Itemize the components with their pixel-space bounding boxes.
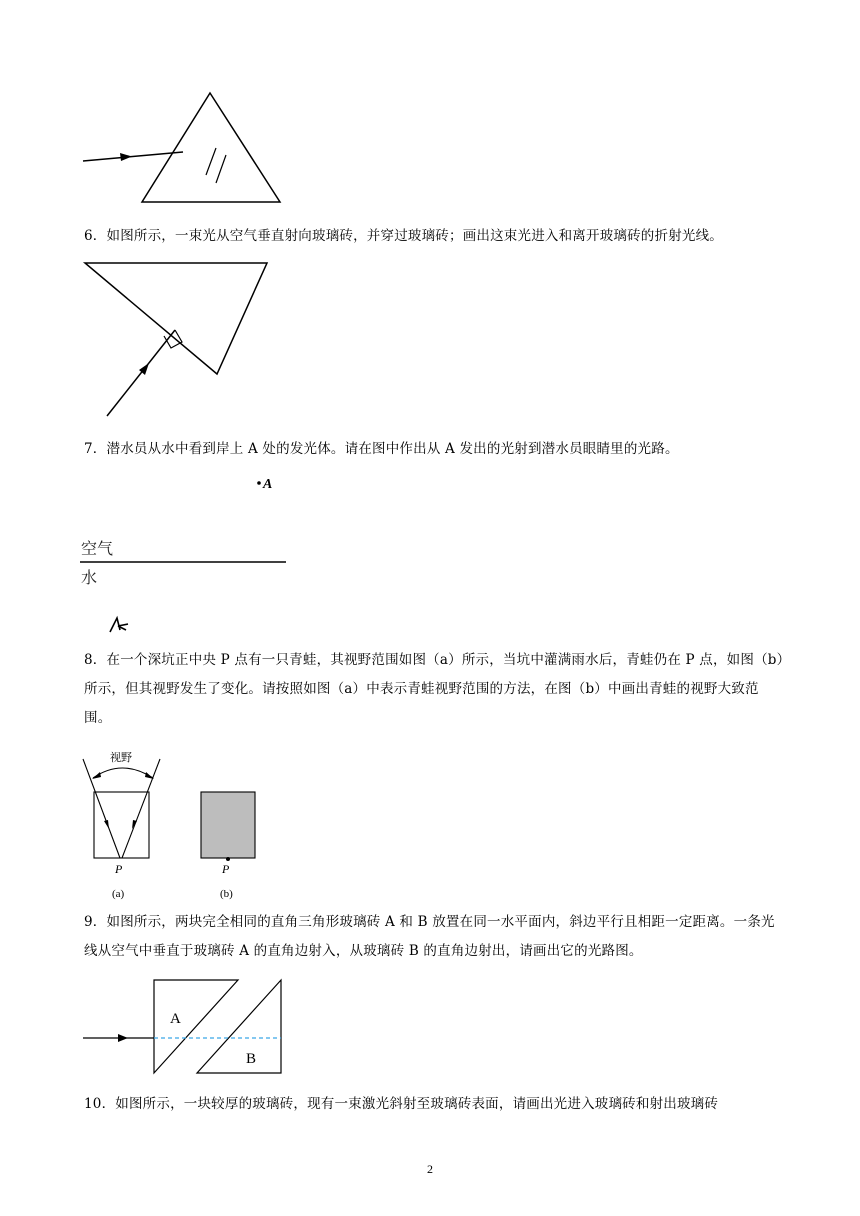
view-arc-arrow-left: [92, 772, 101, 779]
incident-ray-arrow: [120, 153, 132, 161]
view-ray-right-arrow: [132, 820, 137, 829]
prism-b: [197, 980, 281, 1073]
frog-point-b: [226, 857, 230, 861]
diver-eye-icon: [110, 618, 128, 632]
question-text: 在一个深坑正中央 P 点有一只青蛙，其视野范围如图（a）所示，当坑中灌满雨水后，青蛙仍在 P 点，如图（b）所示，但其视野发生了变化。请按照如图（a）中表示青蛙视野范围的方法，在图（b）中画出青蛙的视野大致范围。: [84, 652, 784, 726]
glass-hatch-mark: [216, 155, 226, 183]
question-text: 潜水员从水中看到岸上 A 处的发光体。请在图中作出从 A 发出的光射到潜水员眼睛里的光路。: [106, 441, 679, 457]
question-8: [84, 646, 784, 733]
point-a-label: A: [263, 477, 273, 492]
question-text: 如图所示，一束光从空气垂直射向玻璃砖，并穿过玻璃砖；画出这束光进入和离开玻璃砖的折射光线。: [106, 228, 723, 244]
air-label: 空气: [81, 539, 114, 558]
incident-ray: [107, 330, 175, 416]
question-10: [84, 1090, 784, 1119]
diver-figure: [80, 470, 300, 640]
question-text: 如图所示，两块完全相同的直角三角形玻璃砖 A 和 B 放置在同一水平面内，斜边平行且相距一定距离。一条光线从空气中垂直于玻璃砖 A 的直角边射入，从玻璃砖 B 的直角边射出，请画出它的光路图。: [84, 914, 775, 959]
question-text: 如图所示，一块较厚的玻璃砖，现有一束激光斜射至玻璃砖表面，请画出光进入玻璃砖和射出玻璃砖: [115, 1096, 719, 1112]
question-number: 9．: [84, 914, 107, 930]
caption-b: (b): [220, 888, 233, 900]
question-7: [84, 435, 784, 464]
view-ray-right: [122, 759, 160, 858]
view-label: 视野: [110, 751, 132, 764]
two-prisms-figure: [82, 978, 292, 1076]
view-arc: [93, 768, 153, 778]
question-number: 8．: [84, 652, 107, 668]
question-9: [84, 908, 784, 966]
point-p-label-b: P: [222, 862, 230, 876]
frog-view-figure: [80, 746, 280, 902]
view-ray-left: [83, 759, 120, 858]
page-number: 2: [427, 1162, 433, 1176]
water-label: 水: [81, 568, 98, 587]
question-number: 6．: [84, 228, 107, 244]
caption-a: (a): [112, 888, 125, 900]
glass-hatch-mark: [206, 148, 216, 175]
prism-b-label: B: [246, 1051, 257, 1067]
incident-ray-arrow: [118, 1034, 128, 1042]
triangle-prism: [142, 93, 280, 202]
prism-a-label: A: [170, 1011, 181, 1027]
glass-triangle: [85, 263, 267, 374]
question-number: 10．: [84, 1096, 116, 1112]
pit-b-water: [201, 792, 255, 858]
pit-a: [94, 792, 149, 858]
prism-triangle-figure: [80, 90, 280, 206]
question-6: [84, 222, 784, 251]
point-p-label-a: P: [115, 862, 123, 876]
view-ray-left-arrow: [104, 820, 109, 829]
glass-brick-figure: [84, 262, 274, 420]
prism-a: [154, 980, 238, 1073]
question-number: 7．: [84, 441, 107, 457]
light-source-point: [257, 481, 261, 485]
